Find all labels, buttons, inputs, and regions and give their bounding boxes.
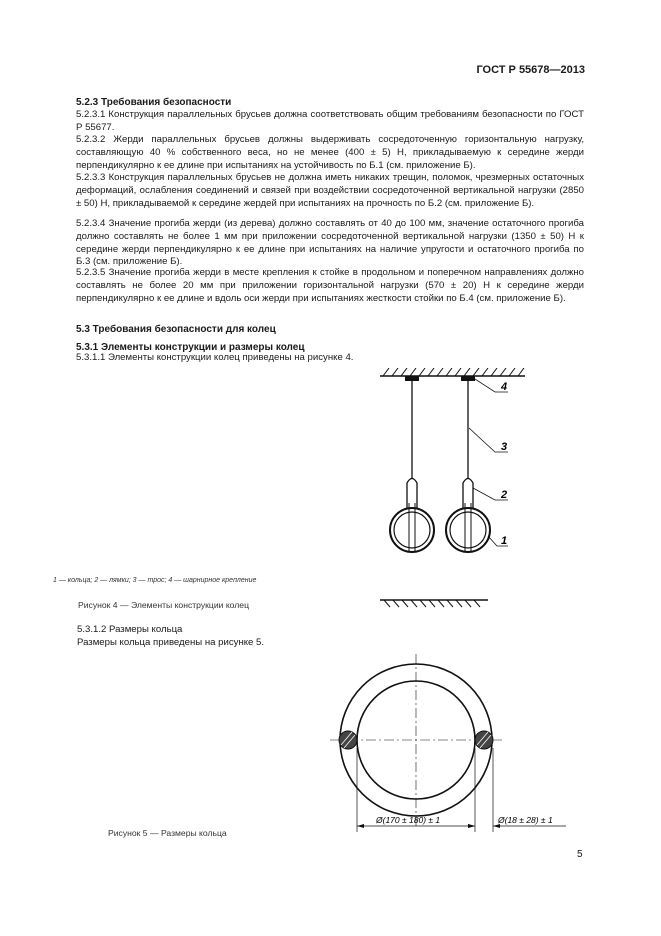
page-number: 5 bbox=[577, 849, 583, 860]
paragraph-5-2-3-4: 5.2.3.4 Значение прогиба жерди (из дерева) должно составлять от 40 до 100 мм, значение остаточного прогиба должно составлять не более 1 мм при приложении сосредоточенной вертикальной нагрузки (1350 ± 50) Н к середине жерди перпендикулярно к ее длине при испытаниях на наличие упругости и остаточного прогиба по Б.3 (см. приложение Б). bbox=[76, 218, 584, 268]
figure-5-drawing bbox=[330, 652, 570, 838]
dimension-outer: Ø(170 ± 180) ± 1 bbox=[376, 815, 441, 825]
callout-2: 2 bbox=[501, 489, 508, 501]
document-header: ГОСТ Р 55678—2013 bbox=[476, 64, 585, 76]
figure-4-drawing bbox=[380, 368, 530, 558]
callout-1: 1 bbox=[501, 535, 508, 547]
callout-3: 3 bbox=[501, 441, 508, 453]
paragraph-5-3-1-2-title: 5.3.1.2 Размеры кольца bbox=[77, 624, 183, 635]
section-heading-5-2-3: 5.2.3 Требования безопасности bbox=[76, 97, 232, 108]
section-heading-5-3-1: 5.3.1 Элементы конструкции и размеры колец bbox=[76, 342, 305, 353]
paragraph-5-3-1-2-text: Размеры кольца приведены на рисунке 5. bbox=[77, 637, 265, 648]
ring-section-right bbox=[475, 731, 493, 749]
paragraph-5-3-1-1: 5.3.1.1 Элементы конструкции колец приведены на рисунке 4. bbox=[76, 352, 354, 363]
ring-section-left bbox=[339, 731, 357, 749]
paragraph-5-2-3-3: 5.2.3.3 Конструкция параллельных брусьев не должна иметь никаких трещин, поломок, чрезмерных остаточных деформаций, ослабления соединений и связей при воздействии сосредоточенной вертикальной нагрузки (2850 ± 50) Н, прикладываемой к середине жердей при испытаниях на прочность по Б.2 (см. приложение Б). bbox=[76, 172, 584, 209]
hatch-line bbox=[380, 598, 490, 608]
figure-4-caption: Рисунок 4 — Элементы конструкции колец bbox=[78, 600, 249, 610]
section-heading-5-3: 5.3 Требования безопасности для колец bbox=[76, 324, 276, 335]
paragraph-5-2-3-1: 5.2.3.1 Конструкция параллельных брусьев должна соответствовать общим требованиям безопасности по ГОСТ Р 55677. bbox=[76, 109, 584, 133]
left-ring-assembly bbox=[390, 376, 434, 552]
right-ring-assembly bbox=[446, 376, 490, 552]
callout-4: 4 bbox=[501, 381, 508, 393]
figure-5-caption: Рисунок 5 — Размеры кольца bbox=[108, 828, 227, 838]
figure-4-legend: 1 — кольца; 2 — лямки; 3 — трос; 4 — шарнирное крепление bbox=[53, 577, 257, 584]
dimension-section: Ø(18 ± 28) ± 1 bbox=[498, 815, 553, 825]
paragraph-5-2-3-2: 5.2.3.2 Жерди параллельных брусьев должны выдерживать сосредоточенную горизонтальную нагрузку, составляющую 40 % собственного веса, но не менее (400 ± 5) Н, прикладываемую к середине жерди перпендикулярно к ее длине при испытаниях на устойчивость по Б.1 (см. приложение Б). bbox=[76, 134, 584, 171]
paragraph-5-2-3-5: 5.2.3.5 Значение прогиба жерди в месте крепления к стойке в продольном и поперечном направлениях должно составлять не более 20 мм при приложении горизонтальной нагрузки (570 ± 20) Н к середине жерди перпендикулярно к ее длине и вдоль оси жерди при испытаниях жесткости стойки по Б.4 (см. приложение Б). bbox=[76, 267, 584, 304]
